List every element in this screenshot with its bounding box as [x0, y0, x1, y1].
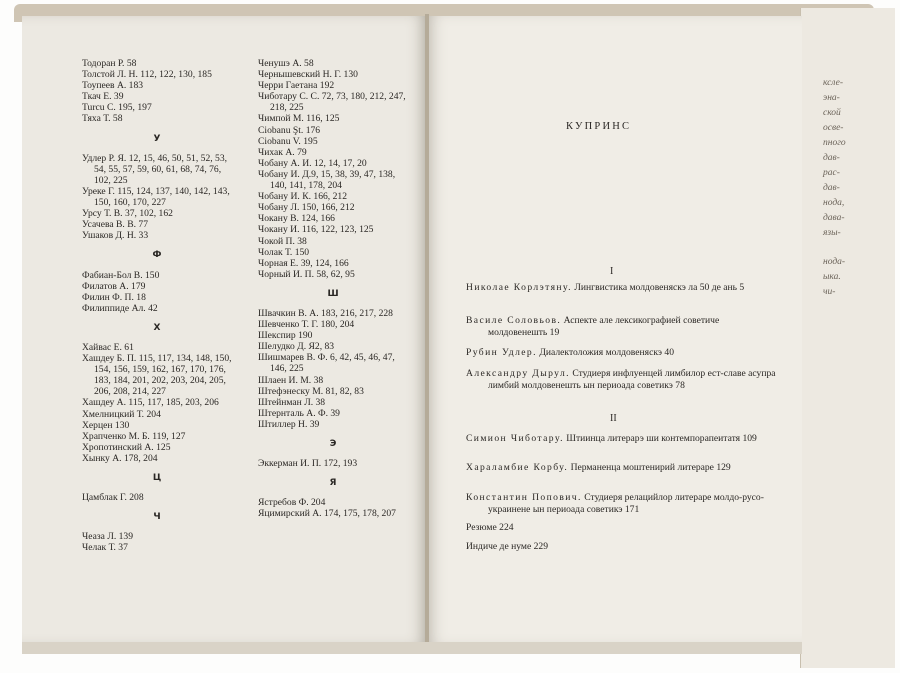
- behind-page-text-fragment: ской: [823, 108, 841, 118]
- index-entry: Чиботару С. С. 72, 73, 180, 212, 247, 218, 225: [258, 91, 406, 114]
- index-entry: Филатов А. 179: [82, 280, 146, 292]
- index-entry: Шлаен И. М. 38: [258, 374, 324, 386]
- behind-page-text-fragment: ыка.: [823, 272, 841, 282]
- index-entry: Чобану И. Д.9, 15, 38, 39, 47, 138, 140, 141, 178, 204: [258, 168, 396, 192]
- index-entry: Швачкин В. А. 183, 216, 217, 228: [258, 307, 393, 319]
- behind-page-text-fragment: осве-: [823, 123, 844, 133]
- behind-page-text-fragment: пного: [823, 138, 846, 148]
- index-entry: Херцен 130: [82, 419, 130, 431]
- index-entry: Чимпой М. 116, 125: [258, 113, 340, 125]
- index-entry: Чеаза Л. 139: [82, 531, 134, 543]
- index-entry: Филин Ф. П. 18: [82, 291, 146, 303]
- index-entry: Хынку А. 178, 204: [82, 452, 158, 464]
- index-entry: Яцимирский А. 174, 175, 178, 207: [258, 508, 396, 520]
- index-entry: Тяха Т. 58: [82, 113, 123, 125]
- toc-text: Резюме 224: [466, 522, 514, 533]
- index-entry: Turcu C. 195, 197: [82, 102, 152, 114]
- index-entry: Шелудко Д. Я2, 83: [258, 341, 335, 353]
- toc-author: Николае Корлэтяну.: [466, 282, 572, 293]
- toc-text: Студиеря релацийлор литераре молдо-русо-украинене ын периоада советикэ 171: [488, 492, 764, 515]
- behind-page-text-fragment: нода,: [823, 198, 845, 208]
- toc-item: [466, 462, 776, 474]
- index-letter-heading: Ф: [152, 250, 162, 261]
- index-entry: Ястребов Ф. 204: [258, 497, 326, 509]
- index-letter-heading: Э: [329, 439, 337, 449]
- toc-author: Симион Чиботару.: [466, 433, 564, 444]
- index-entry: Чобану А. И. 12, 14, 17, 20: [258, 157, 367, 169]
- index-entry: Хашдеу Б. П. 115, 117, 134, 148, 150, 154, 156, 159, 162, 167, 170, 176, 183, 184, 201, 202, 203, 204, 205, 206, 208, 214, 227: [82, 353, 232, 398]
- index-entry: Тоупеев А. 183: [82, 80, 144, 92]
- index-entry: Ткач Е. 39: [82, 91, 124, 103]
- index-entry: Толстой Л. Н. 112, 122, 130, 185: [82, 69, 212, 81]
- index-letter-heading: Я: [329, 478, 337, 489]
- behind-page-text-fragment: рас-: [823, 168, 840, 178]
- index-entry: Чихак А. 79: [258, 146, 307, 158]
- index-entry: Хайвас Е. 61: [82, 341, 134, 353]
- index-column-2: [258, 58, 408, 519]
- index-entry: Штиллер Н. 39: [258, 418, 320, 430]
- index-entry: Ciobanu V. 195: [258, 135, 318, 147]
- index-column-1: [82, 58, 232, 553]
- index-entry: Эккерман И. П. 172, 193: [258, 458, 358, 470]
- index-entry: Чорный И. П. 58, 62, 95: [258, 268, 355, 280]
- toc-author: Василе Соловьов.: [466, 315, 562, 326]
- index-entry: Чернышевский Н. Г. 130: [258, 69, 358, 81]
- toc-text: Аспекте але лексикографией советиче молдовенешть 19: [488, 315, 720, 338]
- index-entry: Хропотинский А. 125: [82, 441, 171, 453]
- toc-item: [466, 492, 776, 515]
- index-entry: Шевченко Т. Г. 180, 204: [258, 319, 355, 331]
- index-entry: Урсу Т. В. 37, 102, 162: [82, 208, 173, 220]
- behind-page-text-fragment: эна-: [823, 93, 840, 103]
- index-entry: Челак Т. 37: [82, 542, 128, 554]
- index-letter-heading: Ц: [152, 473, 162, 483]
- toc-item: [466, 522, 776, 534]
- toc-item: [466, 433, 776, 445]
- index-entry: Ченушэ А. 58: [258, 58, 314, 69]
- index-letter-heading: Ш: [327, 288, 339, 299]
- behind-page-text-fragment: дав-: [823, 153, 840, 163]
- behind-page-text-fragment: чи-: [823, 287, 836, 297]
- toc-item: [466, 315, 776, 338]
- contents-title: КУПРИНС: [566, 121, 632, 132]
- index-entry: Тодоран Р. 58: [82, 58, 137, 69]
- index-entry: Чолак Т. 150: [258, 246, 310, 258]
- index-entry: Хашдеу А. 115, 117, 185, 203, 206: [82, 397, 219, 409]
- index-entry: Чокой П. 38: [258, 235, 307, 247]
- toc-text: Диалектоложия молдовеняскэ 40: [539, 347, 674, 358]
- index-entry: Черри Гаетана 192: [258, 80, 335, 92]
- section-numeral-1: I: [610, 266, 614, 277]
- index-entry: Чокану И. 116, 122, 123, 125: [258, 224, 374, 236]
- index-entry: Чорная Е. 39, 124, 166: [258, 257, 349, 269]
- behind-page-text-fragment: язы-: [823, 228, 841, 238]
- toc-text: Штиинца литерарэ ши контемпорапеитатя 109: [566, 433, 757, 444]
- index-entry: Ciobanu Şt. 176: [258, 124, 321, 136]
- toc-author: Хараламбие Корбу.: [466, 462, 569, 473]
- index-entry: Ушаков Д. Н. 33: [82, 230, 149, 242]
- toc-text: Индиче де нуме 229: [466, 541, 549, 552]
- index-entry: Чобану И. К. 166, 212: [258, 191, 347, 203]
- index-entry: Филиппиде Ал. 42: [82, 302, 158, 314]
- behind-page-text-fragment: нода-: [823, 257, 846, 267]
- behind-page-text-fragment: дава-: [823, 213, 845, 223]
- index-entry: Уреке Г. 115, 124, 137, 140, 142, 143, 150, 160, 170, 227: [82, 185, 230, 209]
- index-entry: Чобану Л. 150, 166, 212: [258, 202, 355, 214]
- book-gutter: [425, 14, 429, 646]
- book-bottom-edge: [22, 642, 802, 654]
- index-entry: Штернталь А. Ф. 39: [258, 407, 340, 419]
- toc-text: Лингвистика молдовеняскэ ла 50 де ань 5: [574, 282, 745, 293]
- index-entry: Цамблак Г. 208: [82, 492, 144, 504]
- behind-page-text-fragment: ксле-: [823, 78, 844, 88]
- toc-text: Перманенца моштенирий литераре 129: [570, 462, 731, 473]
- behind-page-text-fragment: дав-: [823, 183, 840, 193]
- toc-author: Александру Дырул.: [466, 368, 570, 379]
- index-entry: Удлер Р. Я. 12, 15, 46, 50, 51, 52, 53, 54, 55, 57, 59, 60, 61, 68, 74, 76, 102, 225: [82, 152, 228, 186]
- index-letter-heading: Х: [153, 322, 161, 333]
- index-entry: Хмелницкий Т. 204: [82, 408, 161, 420]
- toc-item: [466, 282, 776, 294]
- behind-page: [800, 8, 895, 668]
- index-entry: Штефэнеску М. 81, 82, 83: [258, 385, 364, 397]
- toc-text: Студиеря инфлуенцей лимбилор ест-славе асупра лимбий молдовенешть ын периоада советикэ 78: [488, 368, 776, 391]
- index-entry: Шишмарев В. Ф. 6, 42, 45, 46, 47, 146, 225: [258, 352, 395, 375]
- index-letter-heading: У: [153, 133, 161, 144]
- index-entry: Фабиан-Бол В. 150: [82, 269, 160, 281]
- index-entry: Штейнман Л. 38: [258, 396, 326, 408]
- toc-item: [466, 347, 776, 359]
- toc-author: Константин Попович.: [466, 492, 582, 503]
- index-entry: Шекспир 190: [258, 330, 313, 342]
- toc-item: [466, 541, 776, 553]
- index-entry: Усачева В. В. 77: [82, 219, 149, 231]
- toc-item: [466, 368, 776, 391]
- index-entry: Чокану В. 124, 166: [258, 213, 335, 225]
- toc-author: Рубин Удлер.: [466, 347, 537, 358]
- section-numeral-2: II: [610, 413, 617, 424]
- index-letter-heading: Ч: [153, 512, 161, 523]
- index-entry: Храпченко М. Б. 119, 127: [82, 430, 186, 442]
